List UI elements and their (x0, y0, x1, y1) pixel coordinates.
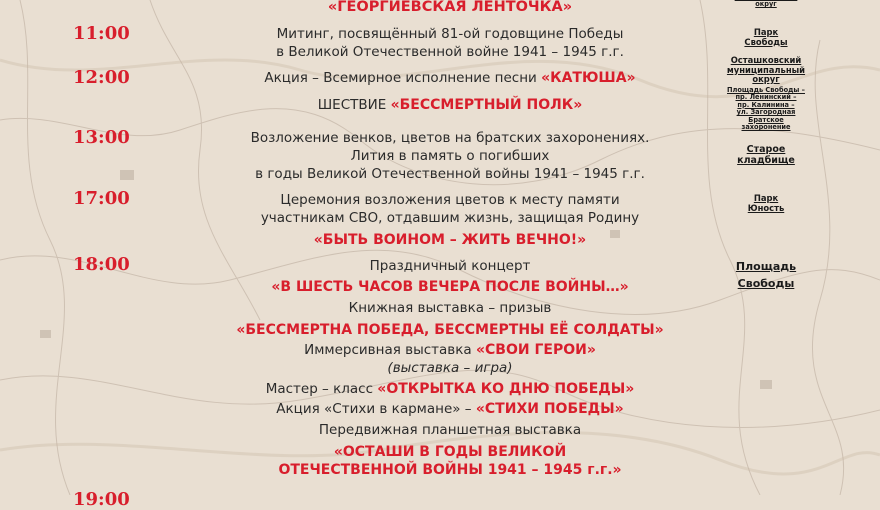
event-18 (170, 257, 730, 479)
place-line: округ (752, 74, 780, 84)
event-line: Митинг, посвящённый 81-ой годовщине Победы (276, 26, 624, 42)
event-12 (170, 69, 730, 87)
place-line: Осташковский (730, 55, 802, 65)
event-line (170, 69, 730, 87)
route-line: Площадь Свободы – (727, 86, 805, 94)
place-line: Свободы (737, 277, 795, 290)
place-line: кладбище (737, 155, 795, 166)
time-12: 12:00 (73, 67, 130, 88)
event-line: Праздничный концерт (369, 258, 531, 274)
place-line: округ (755, 0, 777, 9)
place-17 (702, 194, 830, 213)
time-next-partial: 19:00 (73, 489, 130, 510)
event-line (170, 96, 730, 114)
event-title: «ГЕОРГИЕВСКАЯ ЛЕНТОЧКА» (327, 0, 573, 15)
event-note: (выставка – игра) (387, 360, 513, 376)
place-line: Старое (746, 144, 786, 155)
time-11: 11:00 (73, 23, 130, 44)
event-title: ОТЕЧЕСТВЕННОЙ ВОЙНЫ 1941 – 1945 г.г.» (278, 462, 622, 478)
place-18 (702, 258, 830, 292)
event-text: Акция «Стихи в кармане» – (276, 401, 476, 417)
route-line: захоронение (741, 123, 791, 132)
event-title: «ОСТАШИ В ГОДЫ ВЕЛИКОЙ (333, 444, 567, 460)
time-17: 17:00 (73, 188, 130, 209)
event-line: Книжная выставка – призыв (348, 300, 552, 316)
route-line: пр. Калинина – (737, 100, 795, 109)
event-line: в годы Великой Отечественной войны 1941 – 1945 г.г. (255, 166, 645, 182)
event-13 (170, 129, 730, 183)
event-11 (170, 25, 730, 61)
event-line: в Великой Отечественной войне 1941 – 1945 г.г. (276, 44, 624, 60)
event-title: «КАТЮША» (541, 70, 636, 86)
route-line: Братское (748, 115, 784, 124)
event-line: Лития в память о погибших (350, 148, 550, 164)
place-line: Площадь (735, 260, 797, 273)
event-title: «СВОИ ГЕРОИ» (475, 342, 596, 358)
event-text: Мастер – класс (265, 381, 378, 397)
event-line: Возложение венков, цветов на братских захоронениях. (250, 130, 650, 146)
place-13 (702, 144, 830, 166)
event-text: Акция – Всемирное исполнение песни (264, 70, 542, 86)
event-17 (170, 191, 730, 249)
event-title: «БЕССМЕРТНА ПОБЕДА, БЕССМЕРТНЫ ЕЁ СОЛДАТЫ» (236, 322, 664, 338)
event-title: «В ШЕСТЬ ЧАСОВ ВЕЧЕРА ПОСЛЕ ВОЙНЫ…» (271, 279, 629, 295)
place-line: муниципальный (726, 64, 806, 75)
route-line: пр. Ленинский – (735, 93, 797, 102)
event-text: Иммерсивная выставка (304, 342, 476, 358)
event-text: ШЕСТВИЕ (317, 97, 391, 113)
event-line: Церемония возложения цветов к месту памяти (280, 192, 620, 208)
place-11 (702, 28, 830, 47)
event-title: «ОТКРЫТКА КО ДНЮ ПОБЕДЫ» (377, 381, 635, 397)
time-13: 13:00 (73, 127, 130, 148)
place-12 (702, 56, 830, 85)
route-12 (702, 87, 830, 131)
event-line: Передвижная планшетная выставка (318, 422, 582, 438)
event-line (170, 380, 730, 398)
event-12-procession (170, 96, 730, 114)
time-18: 18:00 (73, 254, 130, 275)
place-line: Свободы (744, 36, 788, 47)
event-line (170, 341, 730, 359)
place-line: Парк (753, 193, 779, 203)
event-title: «БЫТЬ ВОИНОМ – ЖИТЬ ВЕЧНО!» (313, 232, 587, 248)
route-line: ул. Загородная (736, 108, 796, 117)
event-title: «СТИХИ ПОБЕДЫ» (475, 401, 624, 417)
place-top (702, 0, 830, 9)
event-line (170, 400, 730, 418)
event-line: участникам СВО, отдавшим жизнь, защищая Родину (260, 210, 640, 226)
event-title: «БЕССМЕРТНЫЙ ПОЛК» (390, 97, 583, 113)
event-top-partial (170, 0, 730, 16)
place-line: Юность (747, 202, 785, 213)
place-line: Парк (753, 27, 779, 37)
